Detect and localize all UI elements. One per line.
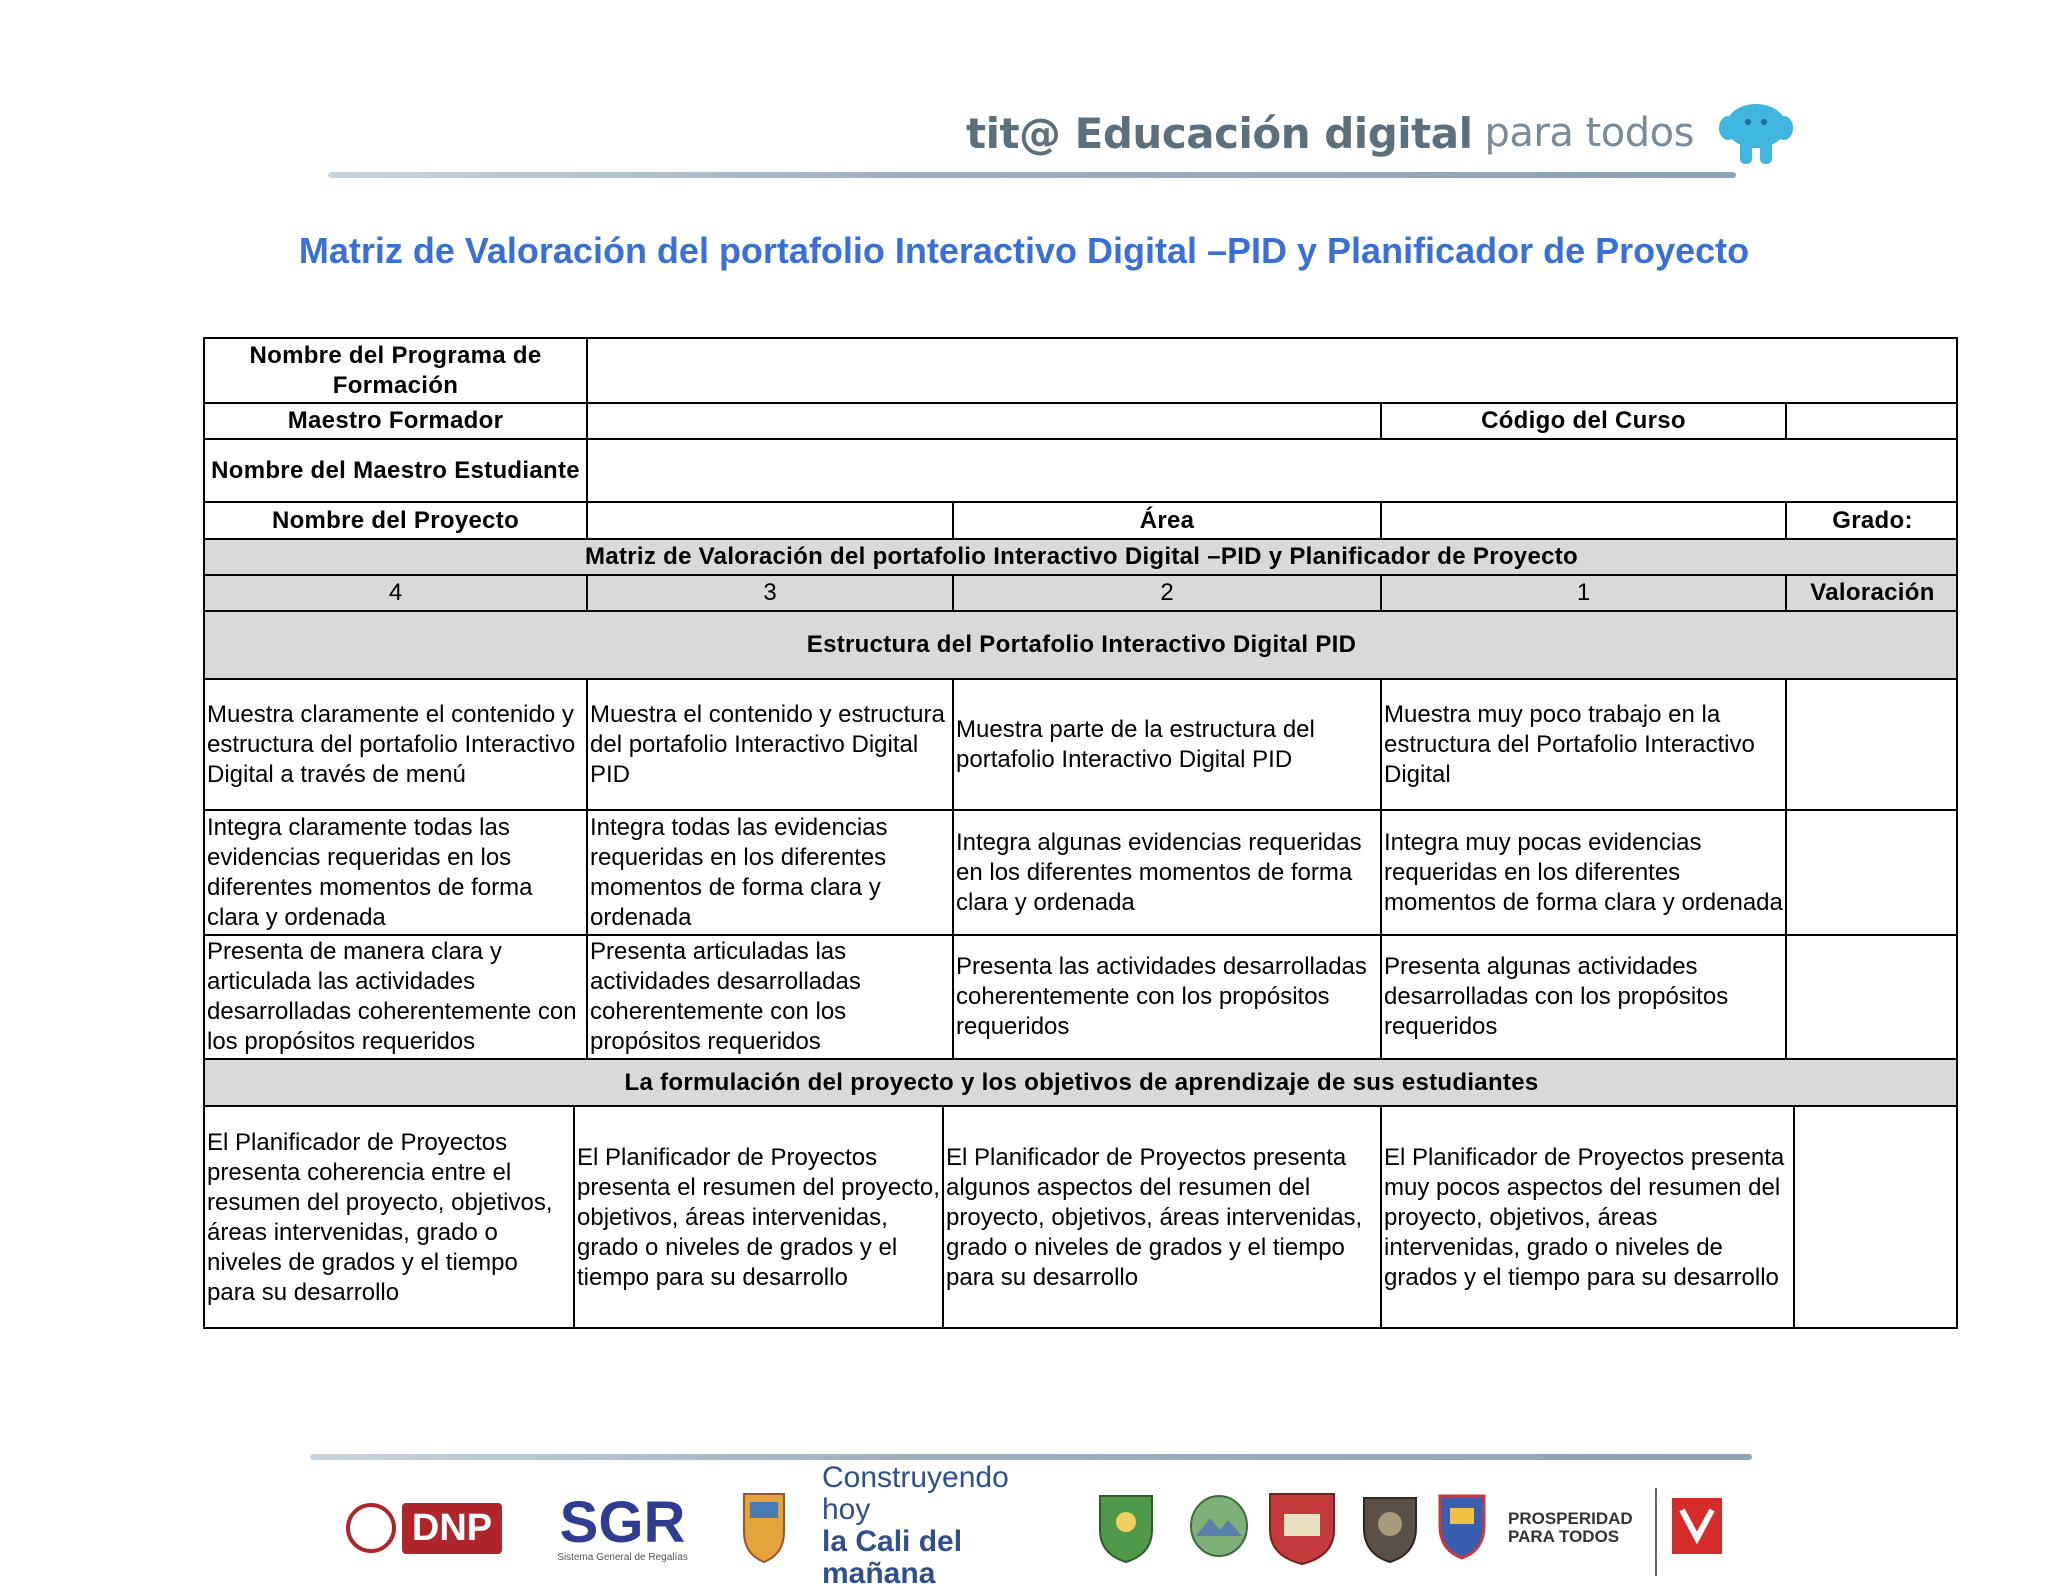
programa-field[interactable]: [586, 337, 1958, 402]
footer-divider: [310, 1454, 1752, 1460]
criterion-cell: Muestra muy poco trabajo en la estructura del Portafolio Interactivo Digital: [1380, 678, 1785, 809]
criterion-cell: Muestra parte de la estructura del portafolio Interactivo Digital PID: [952, 678, 1380, 809]
grado-label: Grado:: [1785, 501, 1958, 538]
footer-separator: [1655, 1488, 1657, 1576]
prosperidad-logo: PROSPERIDAD PARA TODOS: [1508, 1509, 1633, 1546]
level-2: 2: [952, 574, 1380, 610]
brand-tagline: para todos: [1484, 110, 1694, 156]
criterion-cell: Presenta articuladas las actividades desarrolladas coherentemente con los propósitos requeridos: [586, 934, 952, 1058]
criterion-cell: Muestra el contenido y estructura del portafolio Interactivo Digital PID: [586, 678, 952, 809]
criterion-cell: El Planificador de Proyectos presenta coherencia entre el resumen del proyecto, objetivos, áreas intervenidas, grado o niveles de grados y el tiempo para su desarrollo: [203, 1105, 573, 1329]
universidad-del-valle-icon: [1668, 1488, 1726, 1568]
maestro-estudiante-field[interactable]: [586, 438, 1958, 501]
maestro-formador-label: Maestro Formador: [203, 402, 586, 438]
valoracion-field[interactable]: [1793, 1105, 1958, 1329]
criterion-cell: Presenta de manera clara y articulada las actividades desarrolladas coherentemente con los propósitos requeridos: [203, 934, 586, 1058]
criterion-cell: Presenta las actividades desarrolladas coherentemente con los propósitos requeridos: [952, 934, 1380, 1058]
valle-del-cauca-shield-icon: [1086, 1488, 1166, 1568]
cali-logo: Construyendo hoy la Cali del mañana: [822, 1461, 1009, 1590]
section-estructura: Estructura del Portafolio Interactivo Digital PID: [203, 610, 1958, 678]
criterion-cell: El Planificador de Proyectos presenta el resumen del proyecto, objetivos, áreas intervenidas, grado o niveles de grados y el tiempo para su desarrollo: [573, 1105, 942, 1329]
proyecto-label: Nombre del Proyecto: [203, 501, 586, 538]
codigo-curso-field[interactable]: [1785, 402, 1958, 438]
criterion-cell: El Planificador de Proyectos presenta muy pocos aspectos del resumen del proyecto, objetivos, áreas intervenidas, grado o niveles de grados y el tiempo para su desarrollo: [1380, 1105, 1793, 1329]
municipal-shield-dark-icon: [1354, 1488, 1426, 1568]
valoracion-field[interactable]: [1785, 934, 1958, 1058]
sgr-logo: SGR Sistema General de Regalías: [557, 1489, 688, 1563]
criterion-cell: Integra todas las evidencias requeridas en los diferentes momentos de forma clara y ordenada: [586, 809, 952, 934]
criterion-cell: Presenta algunas actividades desarrolladas con los propósitos requeridos: [1380, 934, 1785, 1058]
criterion-cell: Integra algunas evidencias requeridas en los diferentes momentos de forma clara y ordenada: [952, 809, 1380, 934]
valoracion-field[interactable]: [1785, 678, 1958, 809]
level-4: 4: [203, 574, 586, 610]
maestro-formador-field[interactable]: [586, 402, 1380, 438]
criterion-cell: Integra claramente todas las evidencias requeridas en los diferentes momentos de forma clara y ordenada: [203, 809, 586, 934]
area-field[interactable]: [1380, 501, 1785, 538]
level-1: 1: [1380, 574, 1785, 610]
criterion-cell: El Planificador de Proyectos presenta algunos aspectos del resumen del proyecto, objetivos, áreas intervenidas, grado o niveles de grados y el tiempo para su desarrollo: [942, 1105, 1380, 1329]
valoracion-field[interactable]: [1785, 809, 1958, 934]
page-title: Matriz de Valoración del portafolio Interactivo Digital –PID y Planificador de Proyecto: [298, 230, 1750, 271]
section-formulacion: La formulación del proyecto y los objetivos de aprendizaje de sus estudiantes: [203, 1058, 1958, 1105]
dnp-logo: DNP: [318, 1478, 530, 1578]
maestro-estudiante-label: Nombre del Maestro Estudiante: [203, 438, 586, 501]
valoracion-label: Valoración: [1785, 574, 1958, 610]
criterion-cell: Integra muy pocas evidencias requeridas en los diferentes momentos de forma clara y ordenada: [1380, 809, 1785, 934]
colombia-seal-icon: [346, 1503, 396, 1553]
municipal-shield-red-icon: [1262, 1488, 1342, 1568]
codigo-curso-label: Código del Curso: [1380, 402, 1785, 438]
matrix-heading: Matriz de Valoración del portafolio Interactivo Digital –PID y Planificador de Proyecto: [203, 538, 1958, 574]
santiago-de-cali-shield-icon: [718, 1488, 810, 1568]
area-label: Área: [952, 501, 1380, 538]
criterion-cell: Muestra claramente el contenido y estructura del portafolio Interactivo Digital a través de menú: [203, 678, 586, 809]
level-3: 3: [586, 574, 952, 610]
brand-name: tit@ Educación digital: [966, 108, 1473, 158]
programa-label: Nombre del Programa de Formación: [203, 337, 586, 402]
proyecto-field[interactable]: [586, 501, 952, 538]
dagua-shield-icon: [1184, 1488, 1254, 1568]
yumbo-shield-icon: [1432, 1488, 1492, 1568]
